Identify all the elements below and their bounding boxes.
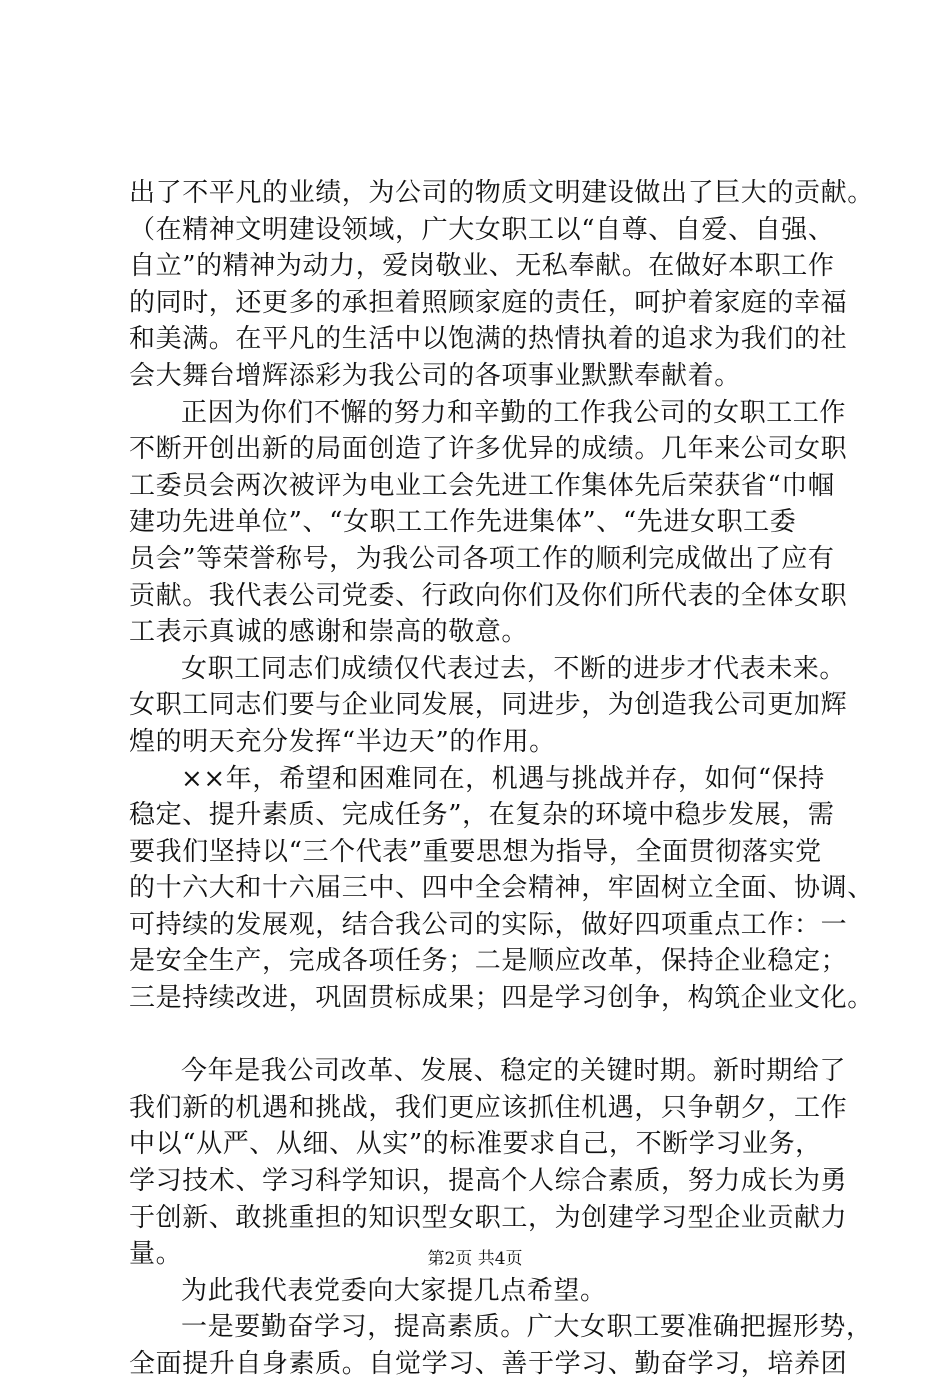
text-line: 工委员会两次被评为电业工会先进工作集体先后荣获省“巾帼 [129,470,835,501]
text-line: 会大舞台增辉添彩为我公司的各项事业默默奉献着。 [129,360,741,391]
text-line: 自立”的精神为动力，爱岗敬业、无私奉献。在做好本职工作 [129,251,835,282]
paragraph-start-line: ××年，希望和困难同在，机遇与挑战并存，如何“保持 [181,763,825,794]
text-line: 三是持续改进，巩固贯标成果；四是学习创争，构筑企业文化。 [129,983,874,1014]
text-line: 我们新的机遇和挑战，我们更应该抓住机遇，只争朝夕，工作 [129,1092,848,1123]
text-line: 贡献。我代表公司党委、行政向你们及你们所代表的全体女职 [129,580,848,611]
text-line: （在精神文明建设领域，广大女职工以“自尊、自爱、自强、 [129,214,835,245]
paragraph-start-line: 一是要勤奋学习，提高素质。广大女职工要准确把握形势， [181,1312,873,1343]
text-line: 中以“从严、从细、从实”的标准要求自己，不断学习业务， [129,1129,822,1160]
text-line: 工表示真诚的感谢和崇高的敬意。 [129,617,529,648]
text-line: 全面提升自身素质。自觉学习、善于学习、勤奋学习，培养团 [129,1349,848,1379]
paragraph-start-line: 正因为你们不懈的努力和辛勤的工作我公司的女职工工作 [181,397,847,428]
page-number-footer: 第2页 共4页 [427,1249,523,1269]
text-line: 和美满。在平凡的生活中以饱满的热情执着的追求为我们的社 [129,324,848,355]
paragraph-gap [129,1017,849,1054]
text-line: 要我们坚持以“三个代表”重要思想为指导，全面贯彻落实党 [129,836,822,867]
text-line: 稳定、提升素质、完成任务”，在复杂的环境中稳步发展，需 [129,800,835,831]
paragraph-start-line: 女职工同志们成绩仅代表过去，不断的进步才代表未来。 [181,653,847,684]
text-line: 是安全生产，完成各项任务；二是顺应改革，保持企业稳定； [129,946,848,977]
text-line: 的十六大和十六届三中、四中全会精神，牢固树立全面、协调、 [129,873,874,904]
paragraph-start-line: 为此我代表党委向大家提几点希望。 [181,1275,607,1306]
text-line: 煌的明天充分发挥“半边天”的作用。 [129,726,556,757]
text-line: 可持续的发展观，结合我公司的实际，做好四项重点工作：一 [129,909,848,940]
body-text [129,175,874,1383]
text-line: 女职工同志们要与企业同发展，同进步，为创造我公司更加辉 [129,690,848,721]
text-line: 于创新、敢挑重担的知识型女职工，为创建学习型企业贡献力 [129,1202,848,1233]
paragraph-start-line: 今年是我公司改革、发展、稳定的关键时期。新时期给了 [181,1056,847,1087]
text-line: 建功先进单位”、“女职工工作先进集体”、“先进女职工委 [129,507,797,538]
text-line: 员会”等荣誉称号，为我公司各项工作的顺利完成做出了应有 [129,543,835,574]
text-line: 不断开创出新的局面创造了许多优异的成绩。几年来公司女职 [129,434,848,465]
text-line: 出了不平凡的业绩，为公司的物质文明建设做出了巨大的贡献。 [129,178,874,208]
text-line: 的同时，还更多的承担着照顾家庭的责任，呵护着家庭的幸福 [129,287,848,318]
text-line: 量。 [129,1239,183,1270]
text-line: 学习技术、学习科学知识，提高个人综合素质，努力成长为勇 [129,1166,848,1197]
